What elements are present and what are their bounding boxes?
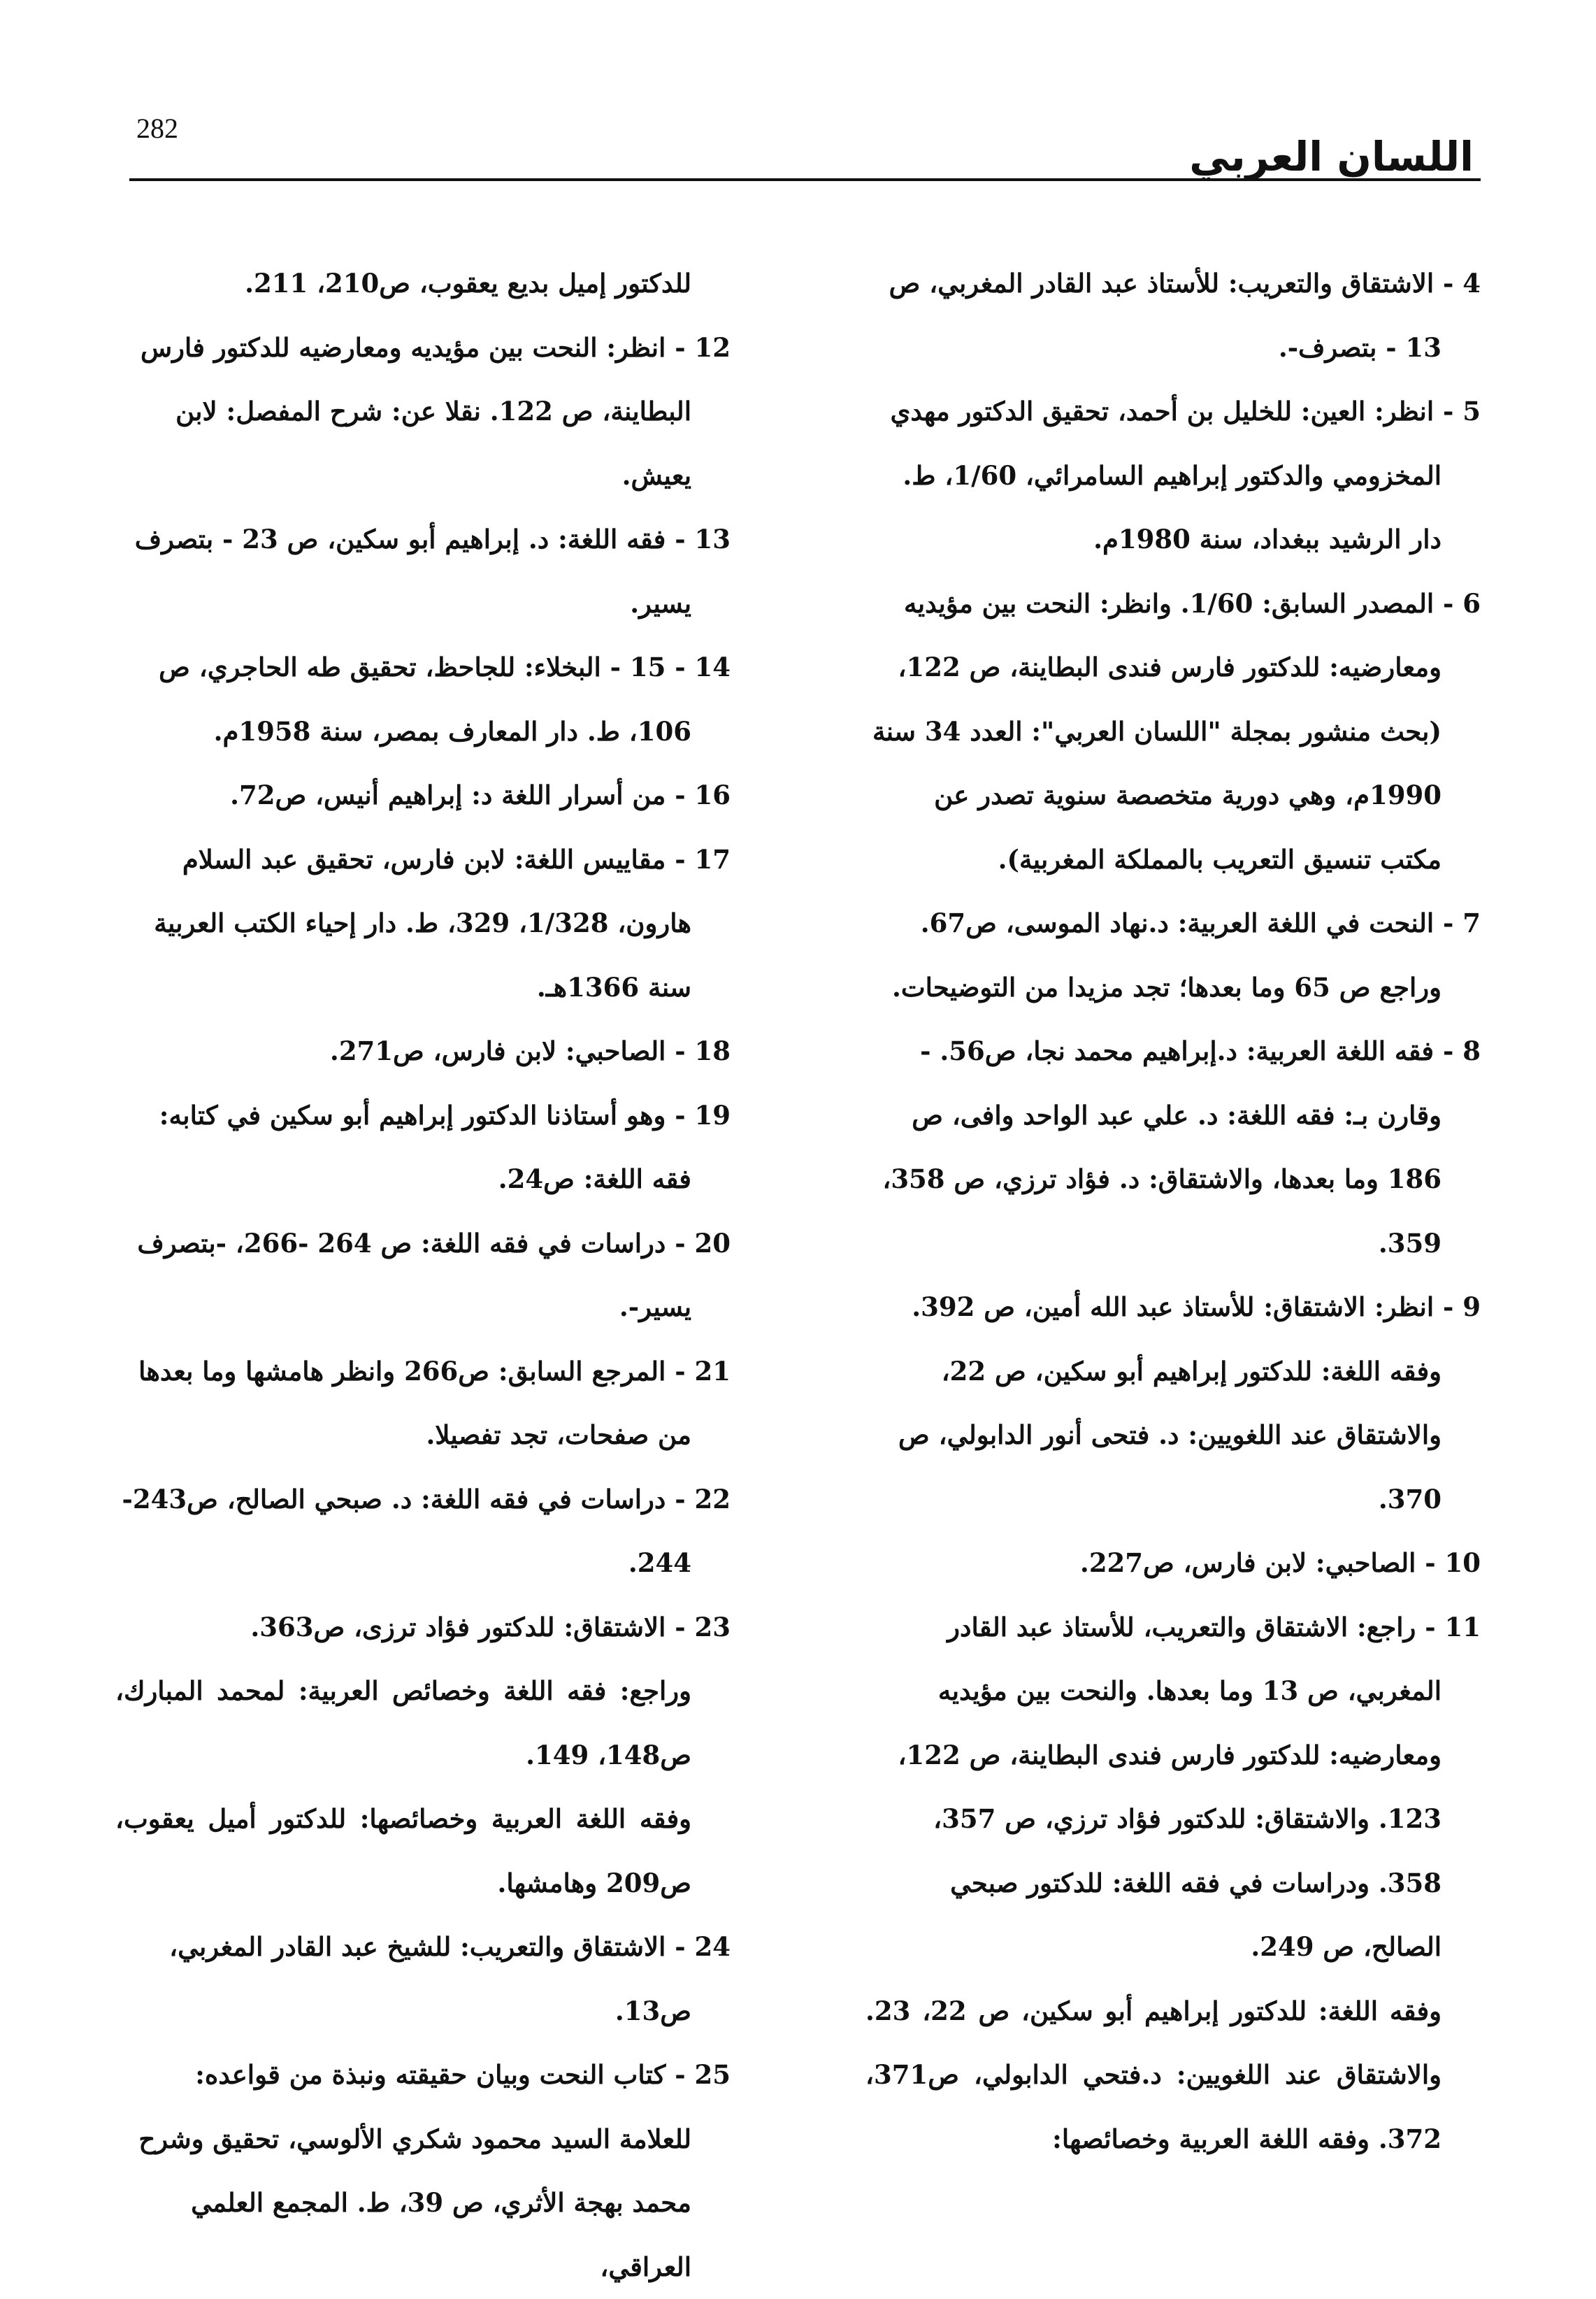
footnote-text: انظر: النحت بين مؤيديه ومعارضيه للدكتور فارس البطاينة، ص 122. نقلا عن: شرح المفصل: لابن يعيش.: [140, 331, 691, 491]
footnote-number: 14: [694, 652, 731, 682]
footnote-text: النحت في اللغة العربية: د.نهاد الموسى، ص67. وراجع ص 65 وما بعدها؛ تجد مزيدا من التوضيحات.: [891, 908, 1442, 1003]
footnote: 19 - وهو أستاذنا الدكتور إبراهيم أبو سكين في كتابه: فقه اللغة: ص24.: [159, 1099, 731, 1194]
footnote-continuation: [865, 1979, 1481, 2172]
footnote: 13 - فقه اللغة: د. إبراهيم أبو سكين، ص 23 - بتصرف يسير.: [134, 524, 731, 619]
footnote-continuation: [115, 1659, 731, 1787]
footnote: 4 - الاشتقاق والتعريب: للأستاذ عبد القادر المغربي، ص 13 - بتصرف-.: [889, 268, 1481, 363]
footnote: 6 - المصدر السابق: 1/60. وانظر: النحت بين مؤيديه ومعارضيه: للدكتور فارس فندى البطاينة، ص 122، (بحث منشور بمجلة "اللسان العربي": العدد 34 سنة 1990م، وهي دورية متخصصة سنوية تصدر عن مكتب تنسيق التعريب بالمملكة المغربية).: [872, 587, 1481, 875]
footnote: 24 - الاشتقاق والتعريب: للشيخ عبد القادر المغربي، ص13.: [169, 1931, 731, 2026]
footnote-number: 20: [694, 1227, 731, 1259]
footnote-number: 16: [694, 780, 731, 810]
footnote-text: وفقه اللغة: للدكتور إبراهيم أبو سكين، ص 22، 23. والاشتقاق عند اللغويين: د.فتحي الدابولي، ص371، 372. وفقه اللغة العربية وخصائصها:: [865, 1995, 1442, 2154]
footnote: 23 - الاشتقاق: للدكتور فؤاد ترزى، ص363.: [250, 1611, 731, 1642]
footnote-number: 13: [694, 524, 731, 554]
footnote-number: 8: [1462, 1036, 1481, 1066]
footnote-text: فقه اللغة: د. إبراهيم أبو سكين، ص 23 - بتصرف يسير.: [134, 524, 691, 619]
footnote: 18 - الصاحبي: لابن فارس، ص271.: [329, 1036, 731, 1066]
footnote-number: 18: [694, 1036, 731, 1066]
footnote-continuation: [115, 1787, 731, 1915]
right-column: [865, 252, 1481, 2171]
footnote-number: 12: [694, 331, 731, 363]
footnote-number: 24: [694, 1931, 731, 1962]
footnote: 12 - انظر: النحت بين مؤيديه ومعارضيه للدكتور فارس البطاينة، ص 122. نقلا عن: شرح المفصل: لابن يعيش.: [140, 331, 731, 491]
footnote-text: الاشتقاق والتعريب: للشيخ عبد القادر المغربي، ص13.: [169, 1931, 691, 2026]
header-rule: [129, 178, 1481, 181]
footnote-number: 4: [1462, 268, 1481, 299]
footnote-number: 5: [1462, 396, 1481, 427]
footnote-text: فقه اللغة العربية: د.إبراهيم محمد نجا، ص56. - وقارن بـ: فقه اللغة: د. علي عبد الواحد وافى، ص 186 وما بعدها، والاشتقاق: د. فؤاد ترزي، ص 358، 359.: [882, 1036, 1442, 1259]
footnote-text: للدكتور إميل بديع يعقوب، ص210، 211.: [245, 268, 691, 299]
footnote-text: مقاييس اللغة: لابن فارس، تحقيق عبد السلام هارون، 1/328، 329، ط. دار إحياء الكتب العربية سنة 1366هـ.: [154, 843, 691, 1003]
footnote-number: 19: [694, 1099, 731, 1131]
footnote-number: 9: [1462, 1291, 1481, 1322]
footnote: 7 - النحت في اللغة العربية: د.نهاد الموسى، ص67. وراجع ص 65 وما بعدها؛ تجد مزيدا من التوضيحات.: [891, 908, 1481, 1003]
footnote-number: 25: [694, 2059, 731, 2090]
footnote-text: الصاحبي: لابن فارس، ص227.: [1079, 1547, 1416, 1578]
footnote: 8 - فقه اللغة العربية: د.إبراهيم محمد نجا، ص56. - وقارن بـ: فقه اللغة: د. علي عبد الواحد وافى، ص 186 وما بعدها، والاشتقاق: د. فؤاد ترزي، ص 358، 359.: [882, 1036, 1481, 1259]
footnote-continuation: [115, 252, 731, 316]
page-number: 282: [136, 113, 178, 144]
footnote: 9 - انظر: الاشتقاق: للأستاذ عبد الله أمين، ص 392. وفقه اللغة: للدكتور إبراهيم أبو سكين، ص 22، والاشتقاق عند اللغويين: د. فتحى أنور الدابولي، ص 370.: [898, 1291, 1481, 1514]
journal-title: اللسان العربي: [1189, 133, 1474, 180]
footnote: 10 - الصاحبي: لابن فارس، ص227.: [1079, 1547, 1481, 1578]
footnote-text: انظر: الاشتقاق: للأستاذ عبد الله أمين، ص 392. وفقه اللغة: للدكتور إبراهيم أبو سكين، ص 22، والاشتقاق عند اللغويين: د. فتحى أنور الدابولي، ص 370.: [898, 1291, 1442, 1514]
footnote-text: راجع: الاشتقاق والتعريب، للأستاذ عبد القادر المغربي، ص 13 وما بعدها. والنحت بين مؤيديه ومعارضيه: للدكتور فارس فندى البطاينة، ص 122، 123. والاشتقاق: للدكتور فؤاد ترزي، ص 357، 358. ودراسات في فقه اللغة: للدكتور صبحي الصالح، ص 249.: [898, 1611, 1442, 1962]
footnote-number: 23: [694, 1611, 731, 1642]
footnote-number: 22: [694, 1483, 731, 1514]
footnote-text: انظر: العين: للخليل بن أحمد، تحقيق الدكتور مهدي المخزومي والدكتور إبراهيم السامرائي، 1/60، ط. دار الرشيد ببغداد، سنة 1980م.: [890, 396, 1442, 554]
footnote: 17 - مقاييس اللغة: لابن فارس، تحقيق عبد السلام هارون، 1/328، 329، ط. دار إحياء الكتب العربية سنة 1366هـ.: [154, 843, 731, 1003]
footnote-text: وراجع: فقه اللغة وخصائص العربية: لمحمد المبارك، ص148، 149.: [115, 1675, 691, 1770]
footnote-number: 21: [694, 1355, 731, 1387]
footnote-text: الصاحبي: لابن فارس، ص271.: [329, 1036, 666, 1066]
footnote: 16 - من أسرار اللغة د: إبراهيم أنيس، ص72.: [230, 780, 731, 810]
footnote: 25 - كتاب النحت وبيان حقيقته ونبذة من قواعده: للعلامة السيد محمود شكري الألوسي، تحقيق وشرح محمد بهجة الأثري، ص 39، ط. المجمع العلمي العراقي،: [138, 2059, 731, 2282]
footnote-text: كتاب النحت وبيان حقيقته ونبذة من قواعده: للعلامة السيد محمود شكري الألوسي، تحقيق وشرح محمد بهجة الأثري، ص 39، ط. المجمع العلمي العراقي،: [138, 2059, 691, 2282]
footnote-text: وهو أستاذنا الدكتور إبراهيم أبو سكين في كتابه: فقه اللغة: ص24.: [159, 1099, 691, 1194]
footnote: 22 - دراسات في فقه اللغة: د. صبحي الصالح، ص243- 244.: [122, 1483, 731, 1578]
footnote-number: 10: [1444, 1547, 1481, 1578]
footnote-number: 6: [1462, 587, 1481, 619]
left-column: [115, 252, 731, 2299]
footnote-text: دراسات في فقه اللغة: ص 264 -266، -بتصرف يسير-.: [137, 1227, 691, 1322]
footnote-text: 15 - البخلاء: للجاحظ، تحقيق طه الحاجري، ص 106، ط. دار المعارف بمصر، سنة 1958م.: [159, 652, 691, 747]
footnote-text: الاشتقاق والتعريب: للأستاذ عبد القادر المغربي، ص 13 - بتصرف-.: [889, 268, 1442, 363]
footnote: 11 - راجع: الاشتقاق والتعريب، للأستاذ عبد القادر المغربي، ص 13 وما بعدها. والنحت بين مؤيديه ومعارضيه: للدكتور فارس فندى البطاينة، ص 122، 123. والاشتقاق: للدكتور فؤاد ترزي، ص 357، 358. ودراسات في فقه اللغة: للدكتور صبحي الصالح، ص 249.: [898, 1611, 1481, 1962]
footnote: 14 - 15 - البخلاء: للجاحظ، تحقيق طه الحاجري، ص 106، ط. دار المعارف بمصر، سنة 1958م.: [159, 652, 731, 747]
footnote-number: 17: [694, 843, 731, 875]
footnote: 20 - دراسات في فقه اللغة: ص 264 -266، -بتصرف يسير-.: [137, 1227, 731, 1322]
footnote-text: المصدر السابق: 1/60. وانظر: النحت بين مؤيديه ومعارضيه: للدكتور فارس فندى البطاينة، ص 122، (بحث منشور بمجلة "اللسان العربي": العدد 34 سنة 1990م، وهي دورية متخصصة سنوية تصدر عن مكتب تنسيق التعريب بالمملكة المغربية).: [872, 587, 1442, 875]
footnote-number: 7: [1462, 908, 1481, 938]
footnote-number: 11: [1444, 1611, 1481, 1642]
footnote-text: من أسرار اللغة د: إبراهيم أنيس، ص72.: [230, 780, 666, 810]
footnote-text: المرجع السابق: ص266 وانظر هامشها وما بعدها من صفحات، تجد تفصيلا.: [138, 1355, 691, 1450]
footnote: 5 - انظر: العين: للخليل بن أحمد، تحقيق الدكتور مهدي المخزومي والدكتور إبراهيم السامرائي، 1/60، ط. دار الرشيد ببغداد، سنة 1980م.: [890, 396, 1481, 554]
footnote-text: وفقه اللغة العربية وخصائصها: للدكتور أميل يعقوب، ص209 وهامشها.: [115, 1803, 691, 1898]
footnote: 21 - المرجع السابق: ص266 وانظر هامشها وما بعدها من صفحات، تجد تفصيلا.: [138, 1355, 731, 1450]
footnote-text: دراسات في فقه اللغة: د. صبحي الصالح، ص243- 244.: [122, 1483, 691, 1578]
footnote-text: الاشتقاق: للدكتور فؤاد ترزى، ص363.: [250, 1611, 666, 1642]
